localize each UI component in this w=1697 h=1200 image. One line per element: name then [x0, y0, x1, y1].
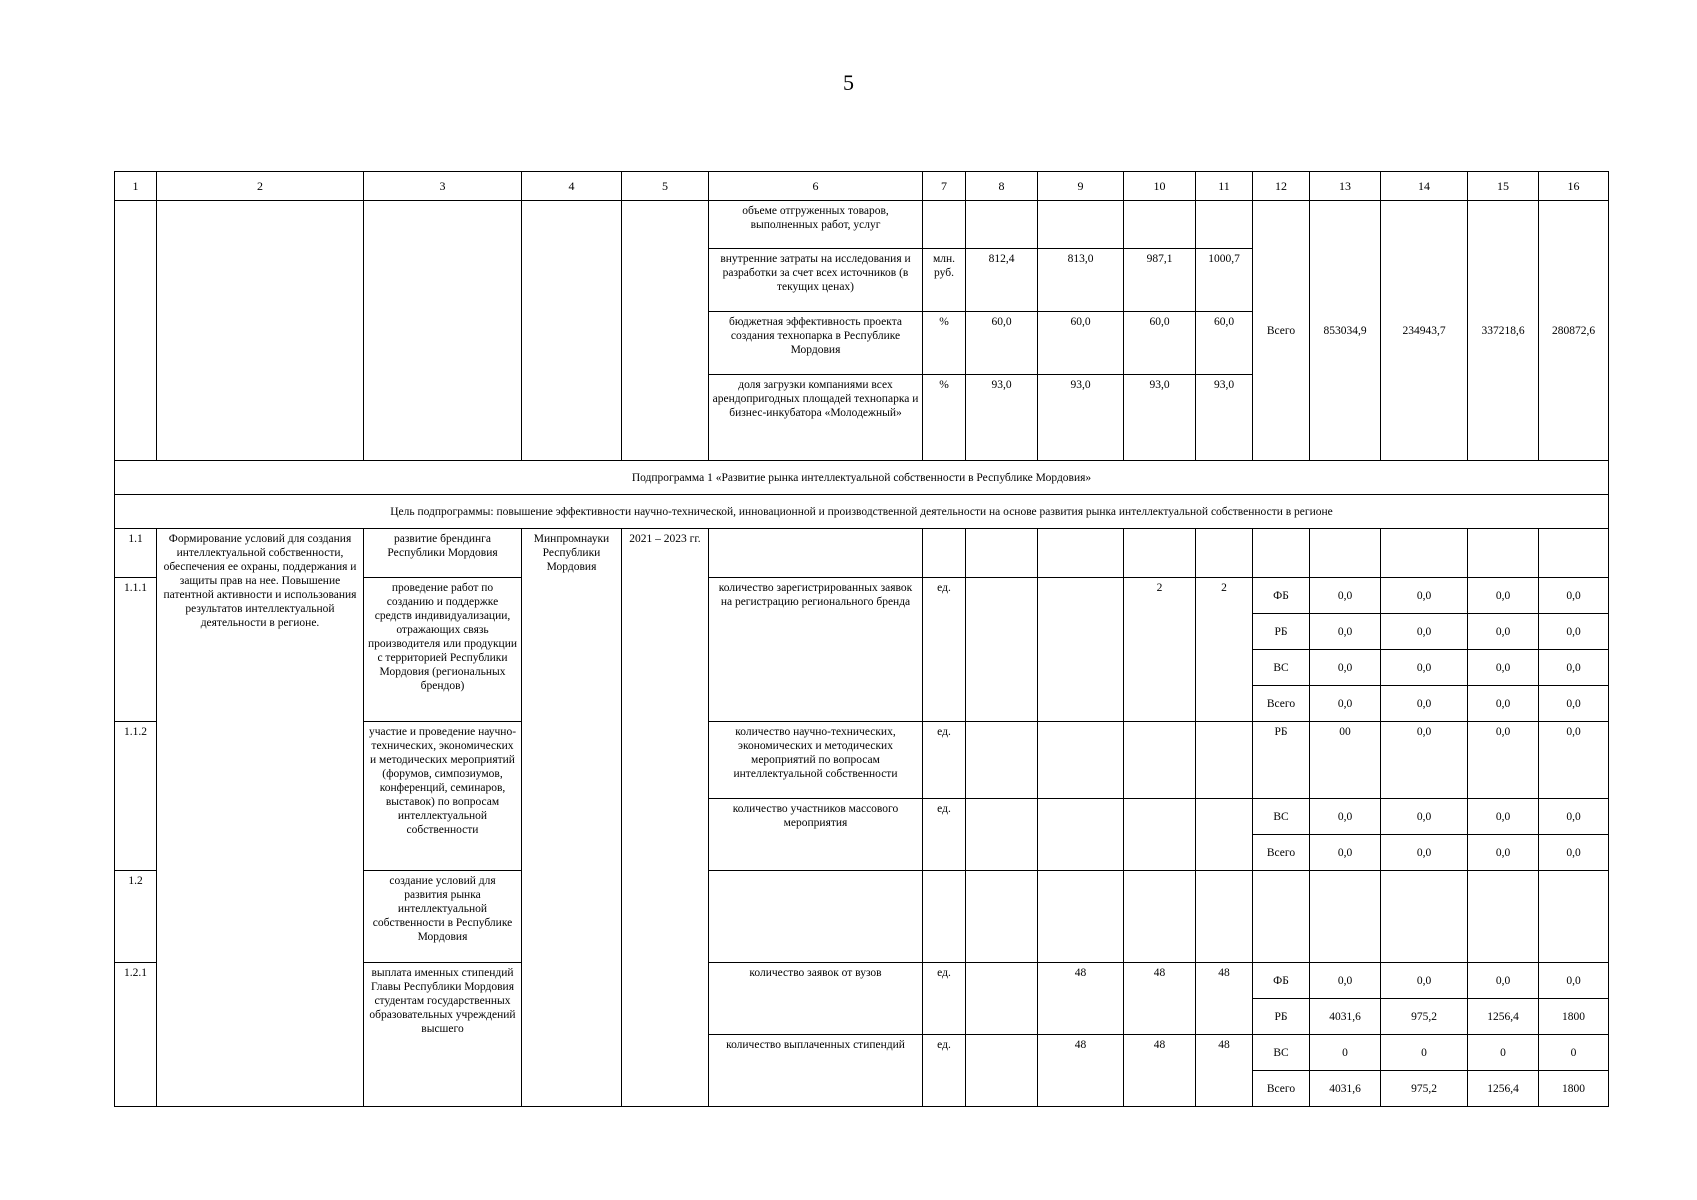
- money-cell: 0,0: [1539, 722, 1609, 799]
- money-cell: 0,0: [1381, 835, 1468, 871]
- money-cell: 0,0: [1310, 835, 1381, 871]
- value-cell: 48: [1124, 1035, 1196, 1107]
- money-cell: 0,0: [1539, 799, 1609, 835]
- activity-cell: проведение работ по созданию и поддержке средств индивидуализации, отражающих связь производителя или продукции с территорией Республики Мордовия (региональных брендов): [364, 578, 522, 722]
- value-cell: 93,0: [966, 375, 1038, 461]
- row-number: 1.2.1: [115, 963, 157, 1107]
- money-cell: 0,0: [1310, 963, 1381, 999]
- value-cell: 48: [1196, 1035, 1253, 1107]
- money-cell: 00: [1310, 722, 1381, 799]
- indicator-cell: доля загрузки компаниями всех арендопригодных площадей технопарка и бизнес-инкубатора «Молодежный»: [709, 375, 923, 461]
- money-cell: 0: [1539, 1035, 1609, 1071]
- table-row: [115, 529, 1609, 578]
- executor-cell: Минпромнауки Республики Мордовия: [522, 529, 622, 1107]
- money-cell: 0,0: [1539, 650, 1609, 686]
- money-cell: 0,0: [1468, 799, 1539, 835]
- money-cell: 0,0: [1381, 799, 1468, 835]
- period-cell: 2021 – 2023 гг.: [622, 529, 709, 1107]
- money-cell: 0,0: [1539, 686, 1609, 722]
- row-number: 1.1: [115, 529, 157, 578]
- col-header: 3: [364, 172, 522, 201]
- money-cell: 975,2: [1381, 1071, 1468, 1107]
- indicator-cell: внутренние затраты на исследования и разработки за счет всех источников (в текущих ценах): [709, 249, 923, 312]
- money-cell: 0,0: [1468, 614, 1539, 650]
- unit-cell: ед.: [923, 963, 966, 1035]
- money-cell: 0,0: [1310, 799, 1381, 835]
- value-cell: 2: [1124, 578, 1196, 722]
- subprogram-title: Подпрограмма 1 «Развитие рынка интеллектуальной собственности в Республике Мордовия»: [115, 461, 1609, 495]
- program-table: [114, 171, 1609, 1107]
- col-header: 4: [522, 172, 622, 201]
- row-number: 1.1.2: [115, 722, 157, 871]
- indicator-cell: количество заявок от вузов: [709, 963, 923, 1035]
- money-cell: 0,0: [1468, 686, 1539, 722]
- table-row: [115, 495, 1609, 529]
- money-cell: 975,2: [1381, 999, 1468, 1035]
- money-cell: 853034,9: [1310, 201, 1381, 461]
- money-cell: 0,0: [1310, 578, 1381, 614]
- money-cell: 1800: [1539, 1071, 1609, 1107]
- money-cell: 0,0: [1381, 650, 1468, 686]
- indicator-cell: количество выплаченных стипендий: [709, 1035, 923, 1107]
- page-number: 5: [843, 70, 854, 95]
- value-cell: 48: [1038, 1035, 1124, 1107]
- row-number: 1.1.1: [115, 578, 157, 722]
- funding-source: РБ: [1253, 999, 1310, 1035]
- money-cell: 0,0: [1381, 614, 1468, 650]
- money-cell: 1256,4: [1468, 1071, 1539, 1107]
- money-cell: 1800: [1539, 999, 1609, 1035]
- money-cell: 0,0: [1381, 686, 1468, 722]
- col-header: 13: [1310, 172, 1381, 201]
- activity-cell: развитие брендинга Республики Мордовия: [364, 529, 522, 578]
- funding-source: Всего: [1253, 686, 1310, 722]
- col-header: 16: [1539, 172, 1609, 201]
- unit-cell: %: [923, 312, 966, 375]
- indicator-cell: бюджетная эффективность проекта создания технопарка в Республике Мордовия: [709, 312, 923, 375]
- unit-cell: млн. руб.: [923, 249, 966, 312]
- col-header: 15: [1468, 172, 1539, 201]
- unit-cell: ед.: [923, 799, 966, 871]
- money-cell: 0,0: [1381, 578, 1468, 614]
- money-cell: 0,0: [1310, 686, 1381, 722]
- money-cell: 0,0: [1539, 835, 1609, 871]
- funding-source: Всего: [1253, 201, 1310, 461]
- money-cell: 0,0: [1468, 650, 1539, 686]
- row-number: 1.2: [115, 871, 157, 963]
- indicator-cell: количество участников массового мероприятия: [709, 799, 923, 871]
- money-cell: 280872,6: [1539, 201, 1609, 461]
- money-cell: 0,0: [1381, 963, 1468, 999]
- col-header: 5: [622, 172, 709, 201]
- money-cell: 0,0: [1539, 614, 1609, 650]
- subprogram-goal: Цель подпрограммы: повышение эффективности научно-технической, инновационной и производственной деятельности на основе развития рынка интеллектуальной собственности в регионе: [115, 495, 1609, 529]
- money-cell: 0,0: [1468, 835, 1539, 871]
- col-header: 8: [966, 172, 1038, 201]
- money-cell: 0,0: [1539, 963, 1609, 999]
- value-cell: 813,0: [1038, 249, 1124, 312]
- indicator-cell: объеме отгруженных товаров, выполненных работ, услуг: [709, 201, 923, 249]
- money-cell: 234943,7: [1381, 201, 1468, 461]
- money-cell: 337218,6: [1468, 201, 1539, 461]
- funding-source: ВС: [1253, 799, 1310, 835]
- col-header: 2: [157, 172, 364, 201]
- value-cell: 987,1: [1124, 249, 1196, 312]
- value-cell: 48: [1196, 963, 1253, 1035]
- value-cell: 812,4: [966, 249, 1038, 312]
- col-header: 12: [1253, 172, 1310, 201]
- value-cell: 2: [1196, 578, 1253, 722]
- table-row: [115, 461, 1609, 495]
- value-cell: 60,0: [1196, 312, 1253, 375]
- money-cell: 0: [1381, 1035, 1468, 1071]
- money-cell: 0,0: [1468, 963, 1539, 999]
- money-cell: 0,0: [1381, 722, 1468, 799]
- activity-cell: выплата именных стипендий Главы Республики Мордовия студентам государственных образовательных учреждений высшего: [364, 963, 522, 1107]
- money-cell: 0,0: [1310, 614, 1381, 650]
- table-row: [115, 201, 1609, 249]
- col-header: 1: [115, 172, 157, 201]
- money-cell: 4031,6: [1310, 999, 1381, 1035]
- value-cell: 93,0: [1196, 375, 1253, 461]
- funding-source: ФБ: [1253, 963, 1310, 999]
- value-cell: 60,0: [966, 312, 1038, 375]
- funding-source: РБ: [1253, 614, 1310, 650]
- funding-source: Всего: [1253, 835, 1310, 871]
- col-header: 6: [709, 172, 923, 201]
- value-cell: 1000,7: [1196, 249, 1253, 312]
- unit-cell: ед.: [923, 722, 966, 799]
- col-header: 7: [923, 172, 966, 201]
- indicator-cell: количество научно-технических, экономических и методических мероприятий по вопросам интеллектуальной собственности: [709, 722, 923, 799]
- value-cell: 93,0: [1124, 375, 1196, 461]
- money-cell: 0,0: [1310, 650, 1381, 686]
- funding-source: ВС: [1253, 1035, 1310, 1071]
- unit-cell: %: [923, 375, 966, 461]
- activity-cell: участие и проведение научно-технических, экономических и методических мероприятий (форумов, симпозиумов, конференций, семинаров, выставок) по вопросам интеллектуальной собственности: [364, 722, 522, 871]
- value-cell: 93,0: [1038, 375, 1124, 461]
- funding-source: РБ: [1253, 722, 1310, 799]
- unit-cell: ед.: [923, 578, 966, 722]
- funding-source: ВС: [1253, 650, 1310, 686]
- value-cell: 48: [1038, 963, 1124, 1035]
- unit-cell: ед.: [923, 1035, 966, 1107]
- funding-source: Всего: [1253, 1071, 1310, 1107]
- value-cell: 60,0: [1124, 312, 1196, 375]
- money-cell: 1256,4: [1468, 999, 1539, 1035]
- indicator-cell: количество зарегистрированных заявок на регистрацию регионального бренда: [709, 578, 923, 722]
- col-header: 14: [1381, 172, 1468, 201]
- money-cell: 0,0: [1539, 578, 1609, 614]
- value-cell: 48: [1124, 963, 1196, 1035]
- activity-cell: создание условий для развития рынка интеллектуальной собственности в Республике Мордовия: [364, 871, 522, 963]
- money-cell: 0: [1310, 1035, 1381, 1071]
- money-cell: 4031,6: [1310, 1071, 1381, 1107]
- col-header: 11: [1196, 172, 1253, 201]
- money-cell: 0: [1468, 1035, 1539, 1071]
- col-header: 10: [1124, 172, 1196, 201]
- money-cell: 0,0: [1468, 722, 1539, 799]
- task-cell: Формирование условий для создания интеллектуальной собственности, обеспечения ее охраны, поддержания и защиты прав на нее. Повышение патентной активности и использования результатов интеллектуальной деятельности в регионе.: [157, 529, 364, 1107]
- value-cell: 60,0: [1038, 312, 1124, 375]
- header-row: [115, 172, 1609, 201]
- col-header: 9: [1038, 172, 1124, 201]
- money-cell: 0,0: [1468, 578, 1539, 614]
- funding-source: ФБ: [1253, 578, 1310, 614]
